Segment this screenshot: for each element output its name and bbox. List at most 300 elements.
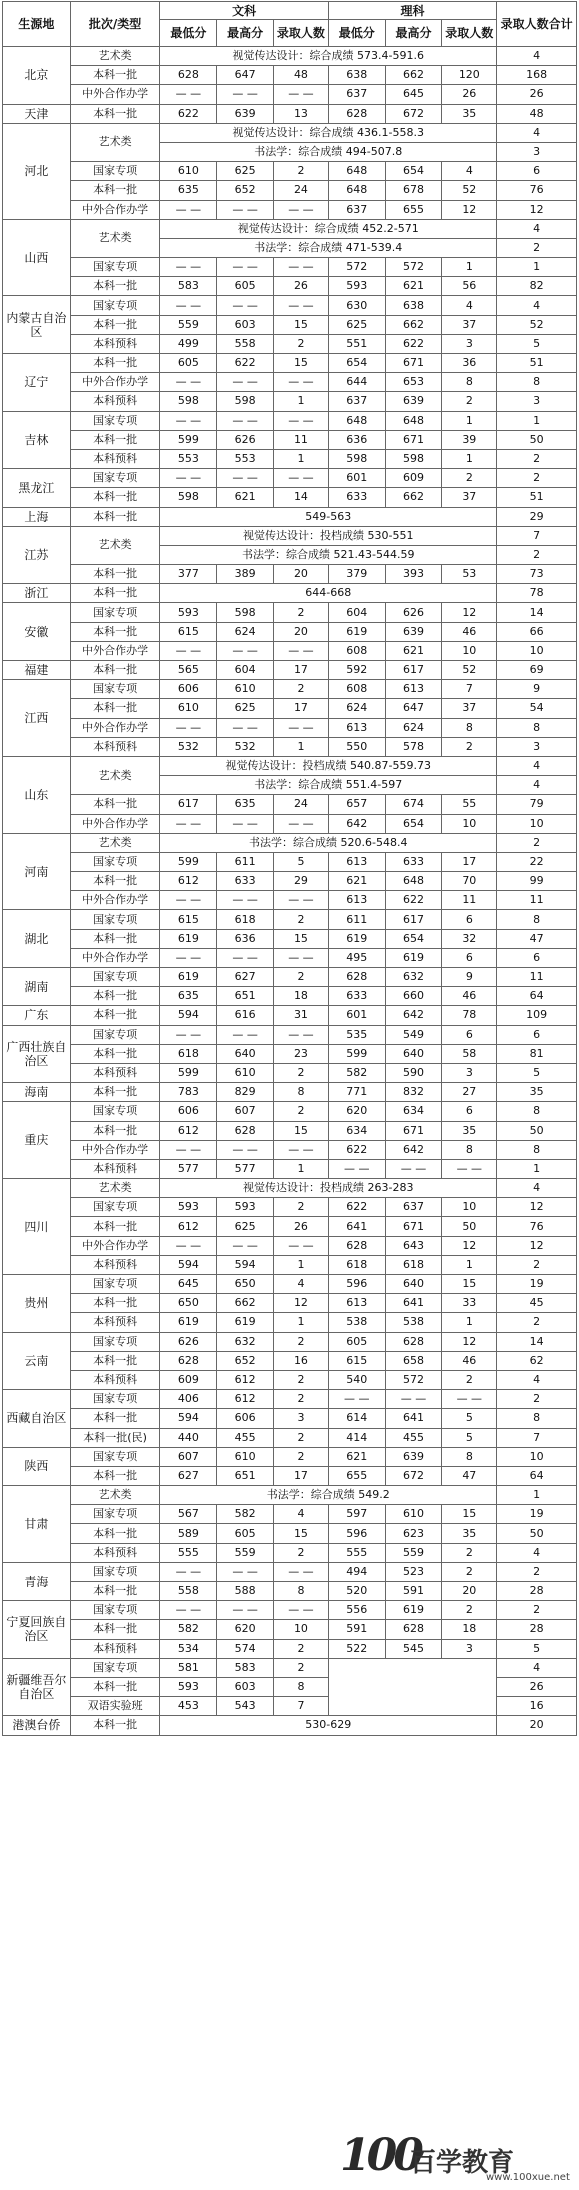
score-cell: 2 [274,1102,329,1121]
score-cell: 594 [160,1409,217,1428]
table-row [3,565,577,584]
score-range-cell: 644-668 [160,584,497,603]
score-cell: — — [274,891,329,910]
score-cell: 622 [328,1198,385,1217]
total-cell: 22 [497,852,577,871]
score-range-cell: 视觉传达设计：综合成绩 573.4-591.6 [160,47,497,66]
total-cell: 64 [497,1466,577,1485]
table-row [3,1102,577,1121]
batch-cell: 本科预科 [70,392,160,411]
score-cell: 455 [385,1428,442,1447]
score-cell: 46 [442,622,497,641]
score-cell: 7 [274,1697,329,1716]
score-range-cell: 书法学：综合成绩 549.2 [160,1486,497,1505]
score-cell: 8 [274,1083,329,1102]
score-cell: 618 [217,910,274,929]
score-cell: — — [442,1390,497,1409]
table-row [3,1370,577,1389]
score-cell: — — [160,814,217,833]
score-cell: 2 [274,1370,329,1389]
province-cell: 辽宁 [3,354,71,412]
table-row [3,948,577,967]
score-cell: 628 [328,1236,385,1255]
score-cell: 550 [328,737,385,756]
total-cell: 168 [497,66,577,85]
table-row [3,1620,577,1639]
score-cell: 70 [442,872,497,891]
score-cell: 495 [328,948,385,967]
score-cell: 13 [274,104,329,123]
total-cell: 19 [497,1505,577,1524]
score-cell: 660 [385,987,442,1006]
table-row [3,1083,577,1102]
total-cell: 5 [497,1063,577,1082]
score-cell: 607 [160,1447,217,1466]
score-cell: 2 [274,1658,329,1677]
score-cell: 594 [217,1255,274,1274]
score-cell: 638 [385,296,442,315]
province-cell: 重庆 [3,1102,71,1179]
score-cell: 10 [274,1620,329,1639]
score-cell: 626 [385,603,442,622]
batch-cell: 中外合作办学 [70,641,160,660]
table-row [3,1121,577,1140]
total-cell: 48 [497,104,577,123]
total-cell: 26 [497,85,577,104]
score-cell: 654 [385,814,442,833]
score-cell: 453 [160,1697,217,1716]
score-cell: 5 [442,1428,497,1447]
table-row [3,1063,577,1082]
score-cell: 610 [160,162,217,181]
table-row [3,1505,577,1524]
score-cell: 634 [385,1102,442,1121]
total-cell: 2 [497,1313,577,1332]
score-cell: 588 [217,1582,274,1601]
batch-cell: 本科一批 [70,795,160,814]
score-cell: 647 [385,699,442,718]
table-row [3,1236,577,1255]
score-cell: 604 [217,661,274,680]
score-cell: 598 [328,449,385,468]
score-cell: 8 [442,718,497,737]
score-cell: 626 [217,430,274,449]
table-row [3,1428,577,1447]
batch-cell: 本科预科 [70,737,160,756]
batch-cell: 国家专项 [70,1275,160,1294]
score-cell: 610 [217,1063,274,1082]
province-cell: 江苏 [3,526,71,584]
score-cell: 589 [160,1524,217,1543]
score-cell: 558 [217,334,274,353]
table-row [3,1601,577,1620]
score-cell: 2 [274,1428,329,1447]
batch-cell: 本科一批 [70,584,160,603]
score-cell: 532 [217,737,274,756]
score-cell: — — [328,1390,385,1409]
table-row [3,219,577,238]
score-range-cell: 视觉传达设计：投档成绩 530-551 [160,526,497,545]
total-cell: 26 [497,1677,577,1696]
score-cell: 532 [160,737,217,756]
total-cell: 4 [497,47,577,66]
batch-cell: 国家专项 [70,296,160,315]
score-cell: 603 [217,1677,274,1696]
score-cell: 24 [274,795,329,814]
score-cell: 652 [217,181,274,200]
total-cell: 50 [497,1524,577,1543]
table-row [3,526,577,545]
watermark-digits: 100 [340,2130,420,2181]
table-row [3,430,577,449]
score-cell: 556 [328,1601,385,1620]
batch-cell: 本科一批 [70,1620,160,1639]
table-row [3,1006,577,1025]
total-cell: 1 [497,1486,577,1505]
score-cell: 627 [160,1466,217,1485]
score-cell: 26 [274,277,329,296]
total-cell: 51 [497,488,577,507]
score-cell: 611 [217,852,274,871]
total-cell: 20 [497,1716,577,1735]
score-cell: — — [385,1390,442,1409]
batch-cell: 本科一批 [70,661,160,680]
score-cell: 612 [217,1370,274,1389]
batch-cell: 本科一批 [70,1044,160,1063]
table-row [3,1159,577,1178]
score-cell: 558 [160,1582,217,1601]
score-cell: 635 [217,795,274,814]
score-cell: 5 [274,852,329,871]
score-cell: 3 [442,1063,497,1082]
province-cell: 湖北 [3,910,71,968]
score-cell: 33 [442,1294,497,1313]
total-cell: 2 [497,1390,577,1409]
score-cell: 618 [160,1044,217,1063]
table-row [3,85,577,104]
table-row [3,1409,577,1428]
score-cell: 610 [160,699,217,718]
total-cell: 6 [497,948,577,967]
score-cell: 12 [442,1236,497,1255]
score-cell: 596 [328,1524,385,1543]
score-cell: 1 [274,392,329,411]
batch-cell: 国家专项 [70,411,160,430]
score-cell: 574 [217,1639,274,1658]
score-cell: 832 [385,1083,442,1102]
score-cell: 565 [160,661,217,680]
score-cell: — — [217,1236,274,1255]
table-row [3,872,577,891]
score-cell: 619 [160,929,217,948]
table-row [3,1466,577,1485]
batch-cell: 中外合作办学 [70,814,160,833]
total-cell: 28 [497,1582,577,1601]
score-cell: 601 [328,1006,385,1025]
score-cell: 671 [385,1121,442,1140]
total-cell: 47 [497,929,577,948]
score-cell: 633 [385,852,442,871]
score-cell: 3 [442,334,497,353]
total-cell: 3 [497,737,577,756]
score-cell: — — [274,411,329,430]
score-cell: 648 [328,162,385,181]
score-cell: 609 [385,469,442,488]
batch-cell: 本科一批 [70,622,160,641]
score-cell: 23 [274,1044,329,1063]
batch-cell: 本科一批 [70,507,160,526]
score-cell: 2 [442,1370,497,1389]
score-cell: 1 [274,449,329,468]
batch-cell: 艺术类 [70,756,160,794]
score-cell: 578 [385,737,442,756]
score-cell: 601 [328,469,385,488]
score-cell: 637 [385,1198,442,1217]
score-cell: 613 [328,891,385,910]
score-cell: 642 [328,814,385,833]
score-cell: 1 [442,411,497,430]
score-cell: 46 [442,987,497,1006]
batch-cell: 本科一批 [70,929,160,948]
score-cell: 593 [328,277,385,296]
table-row [3,104,577,123]
score-cell: 783 [160,1083,217,1102]
score-cell: 15 [442,1275,497,1294]
score-cell: 559 [217,1543,274,1562]
score-cell: 551 [328,334,385,353]
batch-cell: 国家专项 [70,1025,160,1044]
score-cell: 648 [328,411,385,430]
province-cell: 青海 [3,1562,71,1600]
score-cell: 619 [385,948,442,967]
score-cell: 58 [442,1044,497,1063]
score-cell: — — [160,373,217,392]
score-cell: 619 [217,1313,274,1332]
table-row [3,296,577,315]
total-cell: 4 [497,219,577,238]
score-cell: 641 [385,1409,442,1428]
score-cell: 625 [217,699,274,718]
score-cell: — — [274,1562,329,1581]
batch-cell: 本科预科 [70,1543,160,1562]
score-cell: 635 [160,181,217,200]
score-cell: — — [217,296,274,315]
batch-cell: 双语实验班 [70,1697,160,1716]
total-cell: 8 [497,1140,577,1159]
score-cell: 598 [160,392,217,411]
batch-cell: 本科一批 [70,66,160,85]
table-row [3,1179,577,1198]
score-cell: 638 [328,66,385,85]
total-cell: 4 [497,756,577,775]
score-cell: — — [274,85,329,104]
score-cell: 4 [274,1505,329,1524]
total-cell: 2 [497,449,577,468]
score-cell: 613 [328,852,385,871]
score-cell: 29 [274,872,329,891]
score-cell: 52 [442,181,497,200]
score-cell: 572 [385,258,442,277]
table-row [3,258,577,277]
table-row [3,469,577,488]
score-cell: 626 [160,1332,217,1351]
score-cell: 379 [328,565,385,584]
batch-cell: 艺术类 [70,47,160,66]
score-cell: 2 [442,469,497,488]
score-cell: 39 [442,430,497,449]
table-row [3,680,577,699]
total-cell: 4 [497,1658,577,1677]
score-cell: 46 [442,1351,497,1370]
batch-cell: 本科一批 [70,315,160,334]
score-cell: 655 [328,1466,385,1485]
batch-cell: 本科一批 [70,1716,160,1735]
score-cell: 639 [385,1447,442,1466]
score-cell: 636 [328,430,385,449]
total-cell: 10 [497,1447,577,1466]
score-cell: 16 [274,1351,329,1370]
total-cell: 109 [497,1006,577,1025]
score-cell: 620 [217,1620,274,1639]
score-cell: 593 [217,1198,274,1217]
batch-cell: 本科一批 [70,699,160,718]
total-cell: 35 [497,1083,577,1102]
score-cell: — — [160,296,217,315]
score-cell: 14 [274,488,329,507]
score-cell: 650 [217,1275,274,1294]
score-cell: — — [274,1140,329,1159]
score-cell: 2 [442,392,497,411]
score-cell: 599 [160,1063,217,1082]
score-cell: 617 [385,661,442,680]
score-cell: 5 [442,1409,497,1428]
total-cell: 16 [497,1697,577,1716]
score-cell: 640 [385,1044,442,1063]
score-cell: — — [160,1562,217,1581]
score-cell: 593 [160,1677,217,1696]
score-cell: 622 [328,1140,385,1159]
score-cell: 47 [442,1466,497,1485]
table-row [3,1332,577,1351]
table-row [3,833,577,852]
score-cell: 621 [385,277,442,296]
table-row [3,354,577,373]
score-cell: 522 [328,1639,385,1658]
table-row [3,1582,577,1601]
score-cell: 662 [217,1294,274,1313]
batch-cell: 国家专项 [70,603,160,622]
batch-cell: 本科一批(民) [70,1428,160,1447]
score-cell: — — [160,718,217,737]
batch-cell: 本科一批 [70,181,160,200]
total-cell: 9 [497,680,577,699]
score-cell: 393 [385,565,442,584]
score-cell: 27 [442,1083,497,1102]
score-cell: 12 [442,1332,497,1351]
batch-cell: 本科一批 [70,354,160,373]
score-cell: 624 [328,699,385,718]
total-cell: 8 [497,718,577,737]
total-cell: 79 [497,795,577,814]
score-cell [328,1658,496,1716]
score-cell: 494 [328,1562,385,1581]
score-cell: 607 [217,1102,274,1121]
score-cell: 440 [160,1428,217,1447]
header-wen-max: 最高分 [217,20,274,47]
score-cell: — — [274,1601,329,1620]
total-cell: 29 [497,507,577,526]
score-cell: — — [217,641,274,660]
score-cell: 625 [217,162,274,181]
table-row [3,449,577,468]
score-cell: 414 [328,1428,385,1447]
table-row [3,603,577,622]
score-range-cell: 书法学：综合成绩 471-539.4 [160,238,497,257]
province-cell: 海南 [3,1083,71,1102]
total-cell: 8 [497,1409,577,1428]
table-row [3,1313,577,1332]
score-range-cell: 书法学：综合成绩 521.43-544.59 [160,545,497,564]
score-cell: — — [274,469,329,488]
score-cell: 671 [385,430,442,449]
score-cell: 52 [442,661,497,680]
score-cell: 630 [328,296,385,315]
batch-cell: 中外合作办学 [70,891,160,910]
score-cell: 637 [328,200,385,219]
batch-cell: 中外合作办学 [70,1140,160,1159]
score-cell: 6 [442,1102,497,1121]
score-cell: 598 [217,392,274,411]
table-row [3,181,577,200]
score-cell: — — [217,891,274,910]
score-cell: — — [274,1236,329,1255]
score-cell: 616 [217,1006,274,1025]
score-cell: 538 [385,1313,442,1332]
batch-cell: 国家专项 [70,469,160,488]
batch-cell: 国家专项 [70,968,160,987]
total-cell: 82 [497,277,577,296]
score-cell: 20 [442,1582,497,1601]
score-cell: 10 [442,641,497,660]
score-cell: 534 [160,1639,217,1658]
table-row [3,411,577,430]
batch-cell: 中外合作办学 [70,718,160,737]
score-cell: 24 [274,181,329,200]
total-cell: 64 [497,987,577,1006]
table-row [3,699,577,718]
table-row [3,162,577,181]
total-cell: 7 [497,526,577,545]
province-cell: 黑龙江 [3,469,71,507]
score-cell: 658 [385,1351,442,1370]
score-cell: 4 [442,162,497,181]
score-cell: 8 [442,1447,497,1466]
total-cell: 76 [497,181,577,200]
score-cell: 2 [274,1639,329,1658]
score-cell: 611 [328,910,385,929]
score-cell: 643 [385,1236,442,1255]
score-range-cell: 530-629 [160,1716,497,1735]
score-cell: 605 [217,1524,274,1543]
table-row [3,795,577,814]
score-cell: 619 [385,1601,442,1620]
table-row [3,891,577,910]
score-cell: 577 [160,1159,217,1178]
total-cell: 4 [497,1543,577,1562]
table-row [3,1658,577,1677]
score-cell: 633 [328,488,385,507]
score-cell: 624 [385,718,442,737]
